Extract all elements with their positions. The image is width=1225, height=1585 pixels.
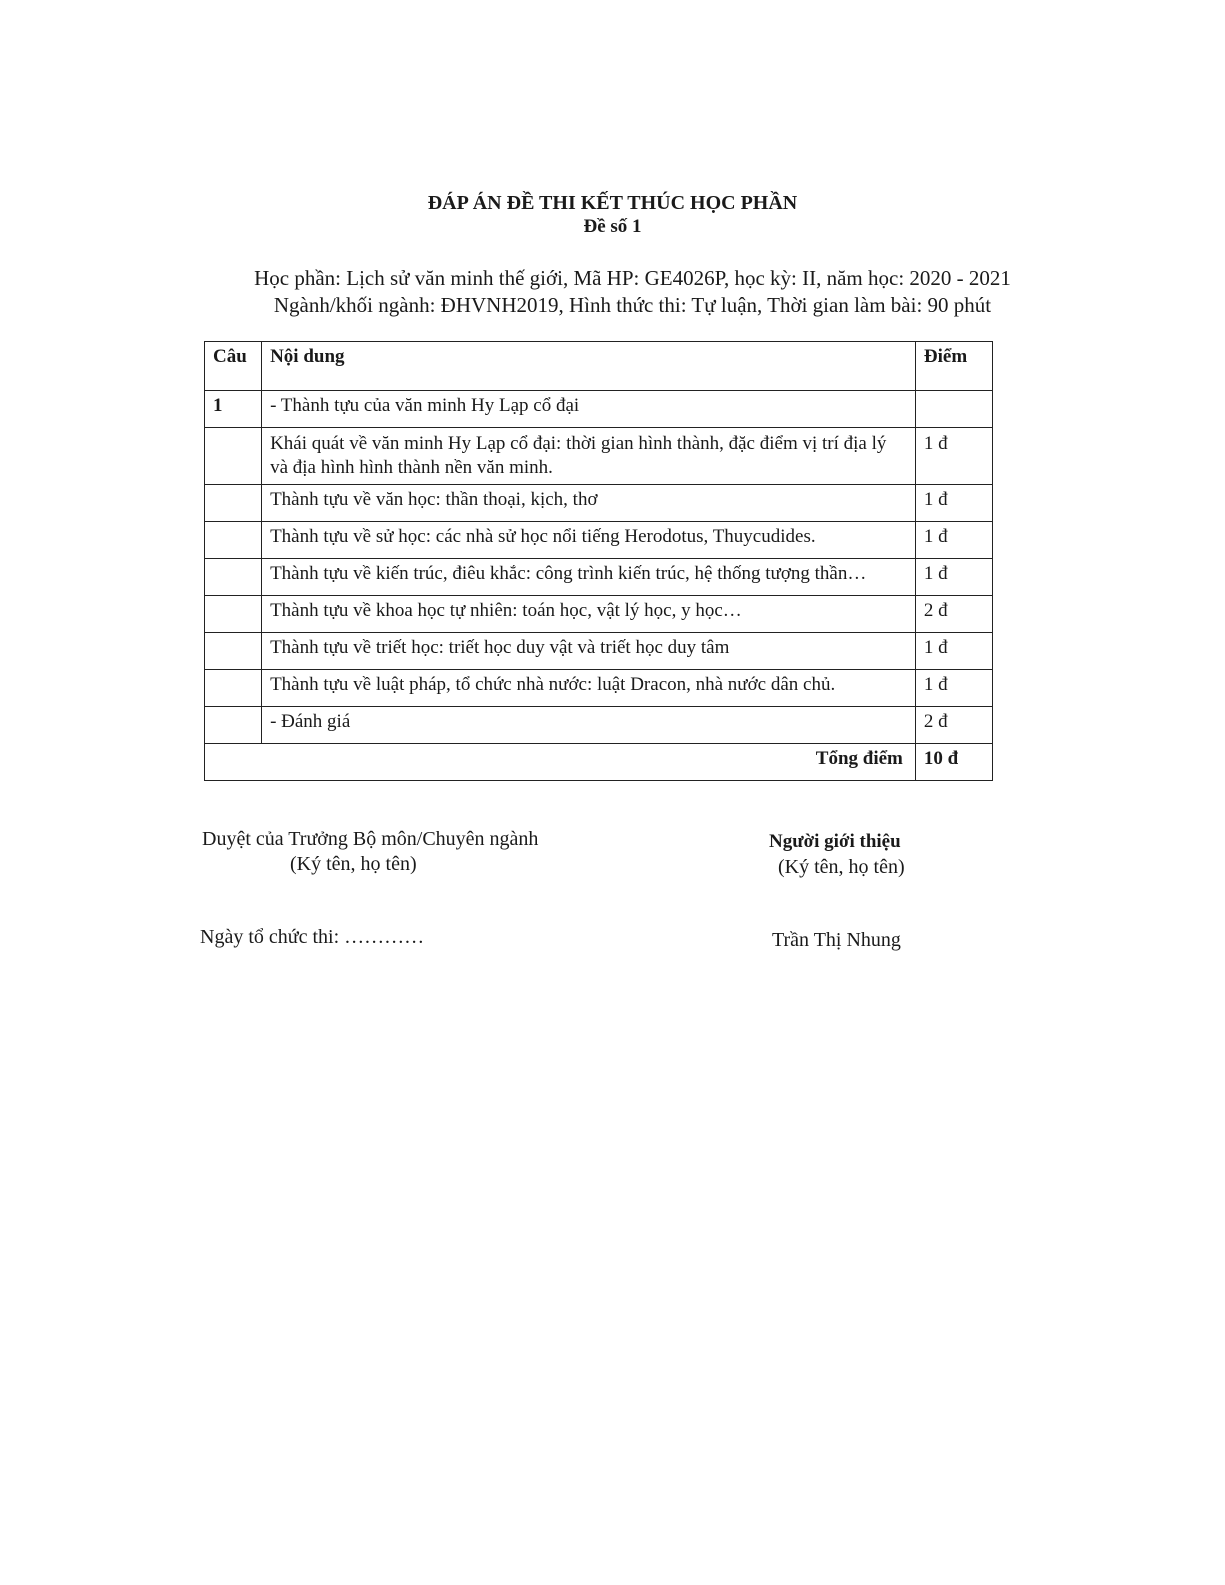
header-content: Nội dung xyxy=(262,342,916,391)
table-header-row xyxy=(205,342,993,391)
row-question xyxy=(205,559,262,596)
table-total-row xyxy=(205,744,993,781)
row-score: 1 đ xyxy=(915,428,992,485)
table-row xyxy=(205,670,993,707)
introducer-label: Người giới thiệu xyxy=(769,831,901,852)
row-content: Thành tựu về luật pháp, tổ chức nhà nước: luật Dracon, nhà nước dân chủ. xyxy=(262,670,916,707)
row-score: 1 đ xyxy=(915,670,992,707)
row-content: Thành tựu về sử học: các nhà sử học nổi tiếng Herodotus, Thuycudides. xyxy=(262,522,916,559)
row-question xyxy=(205,596,262,633)
row-content: - Thành tựu của văn minh Hy Lạp cổ đại xyxy=(262,391,916,428)
table-row xyxy=(205,559,993,596)
row-question xyxy=(205,633,262,670)
course-info-line-2: Ngành/khối ngành: ĐHVNH2019, Hình thức thi: Tự luận, Thời gian làm bài: 90 phút xyxy=(273,293,992,317)
answer-table xyxy=(204,341,993,781)
row-score: 1 đ xyxy=(915,522,992,559)
row-content: Thành tựu về khoa học tự nhiên: toán học, vật lý học, y học… xyxy=(262,596,916,633)
row-content: Thành tựu về kiến trúc, điêu khắc: công trình kiến trúc, hệ thống tượng thần… xyxy=(262,559,916,596)
exam-date: Ngày tổ chức thi: ………… xyxy=(200,926,425,948)
table-row xyxy=(205,707,993,744)
document-title: ĐÁP ÁN ĐỀ THI KẾT THÚC HỌC PHẦN xyxy=(427,192,798,214)
row-score xyxy=(915,391,992,428)
row-content: Thành tựu về triết học: triết học duy vật và triết học duy tâm xyxy=(262,633,916,670)
row-question xyxy=(205,485,262,522)
row-question xyxy=(205,522,262,559)
row-question: 1 xyxy=(205,391,262,428)
table-row xyxy=(205,428,993,485)
course-info-line-1: Học phần: Lịch sử văn minh thế giới, Mã HP: GE4026P, học kỳ: II, năm học: 2020 - 2021 xyxy=(254,266,1011,290)
table-row xyxy=(205,391,993,428)
approval-sign-note: (Ký tên, họ tên) xyxy=(290,853,417,875)
row-score: 2 đ xyxy=(915,707,992,744)
row-content: Thành tựu về văn học: thần thoại, kịch, thơ xyxy=(262,485,916,522)
row-question xyxy=(205,428,262,485)
approval-label: Duyệt của Trưởng Bộ môn/Chuyên ngành xyxy=(202,828,539,850)
row-content: - Đánh giá xyxy=(262,707,916,744)
row-score: 1 đ xyxy=(915,485,992,522)
row-score: 1 đ xyxy=(915,633,992,670)
table-row xyxy=(205,633,993,670)
document-subtitle: Đề số 1 xyxy=(583,216,642,237)
introducer-name: Trần Thị Nhung xyxy=(772,929,901,951)
row-score: 2 đ xyxy=(915,596,992,633)
table-row xyxy=(205,522,993,559)
total-label: Tổng điểm xyxy=(205,744,916,781)
row-score: 1 đ xyxy=(915,559,992,596)
row-content: Khái quát về văn minh Hy Lạp cổ đại: thời gian hình thành, đặc điểm vị trí địa lý và địa hình hình thành nền văn minh. xyxy=(262,428,916,485)
table-row xyxy=(205,596,993,633)
introducer-sign-note: (Ký tên, họ tên) xyxy=(778,856,905,878)
header-question: Câu xyxy=(205,342,262,391)
row-question xyxy=(205,670,262,707)
total-value: 10 đ xyxy=(915,744,992,781)
row-question xyxy=(205,707,262,744)
table-row xyxy=(205,485,993,522)
header-score: Điểm xyxy=(915,342,992,391)
